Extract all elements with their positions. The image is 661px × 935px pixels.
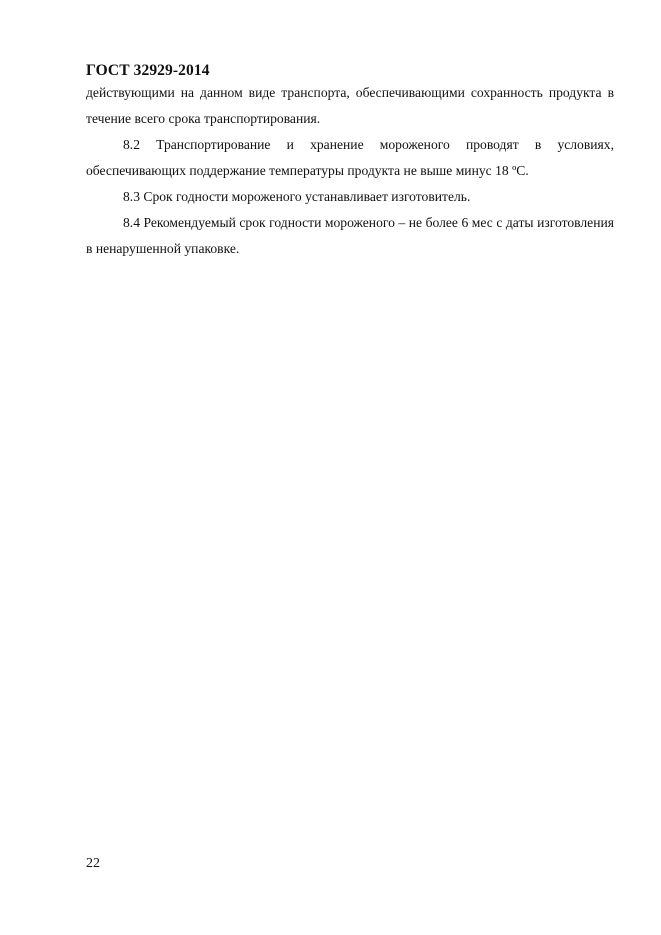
paragraph-8-4: 8.4 Рекомендуемый срок годности мороженого – не более 6 мес с даты изготовления в ненарушенной упаковке. xyxy=(86,215,614,256)
paragraph-8-2: 8.2 Транспортирование и хранение мороженого проводят в условиях, обеспечивающих поддержание температуры продукта не выше минус 18 ºС. xyxy=(86,137,614,178)
body-text xyxy=(86,80,614,262)
page-number: 22 xyxy=(86,856,100,871)
paragraph-continuation: действующими на данном виде транспорта, обеспечивающими сохранность продукта в течение всего срока транспортирования. xyxy=(86,85,614,126)
document-code-header: ГОСТ 32929-2014 xyxy=(86,62,210,79)
paragraph-8-3: 8.3 Срок годности мороженого устанавливает изготовитель. xyxy=(123,189,471,204)
